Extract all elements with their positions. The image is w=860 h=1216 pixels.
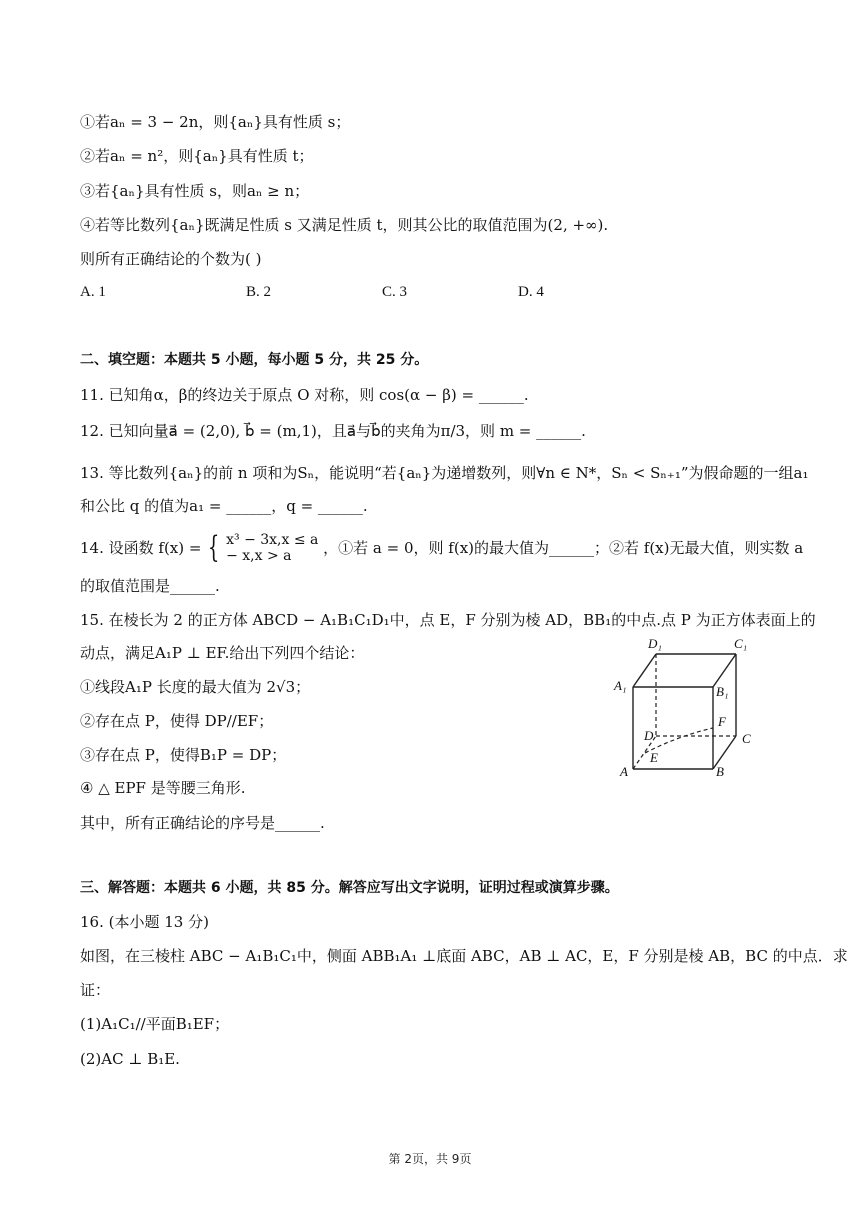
- cube-label-b1: B₁: [716, 684, 729, 699]
- q14-case-1: x³ − 3x,x ≤ a: [226, 532, 319, 548]
- cube-label-d1: D₁: [648, 636, 662, 651]
- q12-text: 12. 已知向量a⃗ = (2,0), b⃗ = (m,1)，且a⃗与b⃗的夹角为π/3，则 m = ______.: [80, 422, 586, 440]
- q15-statement-1: ①线段A₁P 长度的最大值为 2√3；: [80, 678, 311, 696]
- q16-line-2: 证：: [80, 981, 111, 999]
- page-footer: 第 2页，共 9页: [388, 1152, 472, 1166]
- cube-label-f: F: [718, 714, 726, 729]
- q14-piecewise: [226, 532, 318, 564]
- q10-option-a: A. 1: [80, 284, 106, 300]
- q10-statement-3: ③若{aₙ}具有性质 s，则aₙ ≥ n；: [80, 182, 310, 200]
- q16-part-1: (1)A₁C₁//平面B₁EF；: [80, 1015, 230, 1033]
- cube-label-c1: C₁: [734, 636, 748, 651]
- cube-label-a: A: [620, 764, 628, 779]
- section-2-heading: 二、填空题：本题共 5 小题，每小题 5 分，共 25 分。: [80, 352, 429, 368]
- q16-line-1: 如图，在三棱柱 ABC − A₁B₁C₁中，侧面 ABB₁A₁ ⊥底面 ABC，AB ⊥ AC，E，F 分别是棱 AB，BC 的中点．求: [80, 947, 848, 965]
- q15-statement-3: ③存在点 P，使得B₁P = DP；: [80, 746, 287, 764]
- q15-line-2: 动点，满足A₁P ⊥ EF.给出下列四个结论：: [80, 644, 365, 662]
- q14-line-1: [80, 532, 803, 564]
- q15-statement-4: ④ △ EPF 是等腰三角形.: [80, 779, 246, 797]
- q15-line-1: 15. 在棱长为 2 的正方体 ABCD − A₁B₁C₁D₁中，点 E，F 分别为棱 AD，BB₁的中点.点 P 为正方体表面上的: [80, 611, 816, 629]
- q14-prefix: 14. 设函数 f(x) =: [80, 539, 202, 557]
- q14-brace: {: [208, 530, 220, 565]
- q14-line-2: 的取值范围是______.: [80, 577, 220, 595]
- q14-case-2: − x,x > a: [226, 548, 292, 564]
- q11-text: 11. 已知角α，β的终边关于原点 O 对称，则 cos(α − β) = ______.: [80, 386, 529, 404]
- q15-question: 其中，所有正确结论的序号是______.: [80, 814, 325, 832]
- cube-label-e: E: [650, 750, 658, 765]
- q13-line-1: 13. 等比数列{aₙ}的前 n 项和为Sₙ，能说明“若{aₙ}为递增数列，则∀n ∈ N*，Sₙ < Sₙ₊₁”为假命题的一组a₁: [80, 464, 809, 482]
- q10-statement-4: ④若等比数列{aₙ}既满足性质 s 又满足性质 t，则其公比的取值范围为(2, +∞).: [80, 216, 609, 234]
- q10-question: 则所有正确结论的个数为( ): [80, 250, 262, 268]
- cube-diagram: [608, 632, 768, 782]
- q16-heading: 16. (本小题 13 分): [80, 913, 209, 931]
- section-3-heading: 三、解答题：本题共 6 小题，共 85 分。解答应写出文字说明，证明过程或演算步骤。: [80, 880, 619, 896]
- q10-option-b: B. 2: [246, 284, 272, 300]
- cube-label-a1: A₁: [614, 678, 627, 693]
- q13-line-2: 和公比 q 的值为a₁ = ______，q = ______.: [80, 497, 368, 515]
- q14-suffix: ，①若 a = 0，则 f(x)的最大值为______；②若 f(x)无最大值，则实数 a: [323, 539, 804, 557]
- q15-statement-2: ②存在点 P，使得 DP//EF；: [80, 712, 274, 730]
- q10-statement-2: ②若aₙ = n²，则{aₙ}具有性质 t；: [80, 147, 314, 165]
- q10-statement-1: ①若aₙ = 3 − 2n，则{aₙ}具有性质 s；: [80, 113, 351, 131]
- cube-label-b: B: [716, 764, 724, 779]
- q10-option-d: D. 4: [518, 284, 544, 300]
- q10-option-c: C. 3: [382, 284, 408, 300]
- cube-label-d: D: [644, 728, 654, 743]
- q16-part-2: (2)AC ⊥ B₁E.: [80, 1050, 180, 1068]
- cube-label-c: C: [742, 731, 751, 746]
